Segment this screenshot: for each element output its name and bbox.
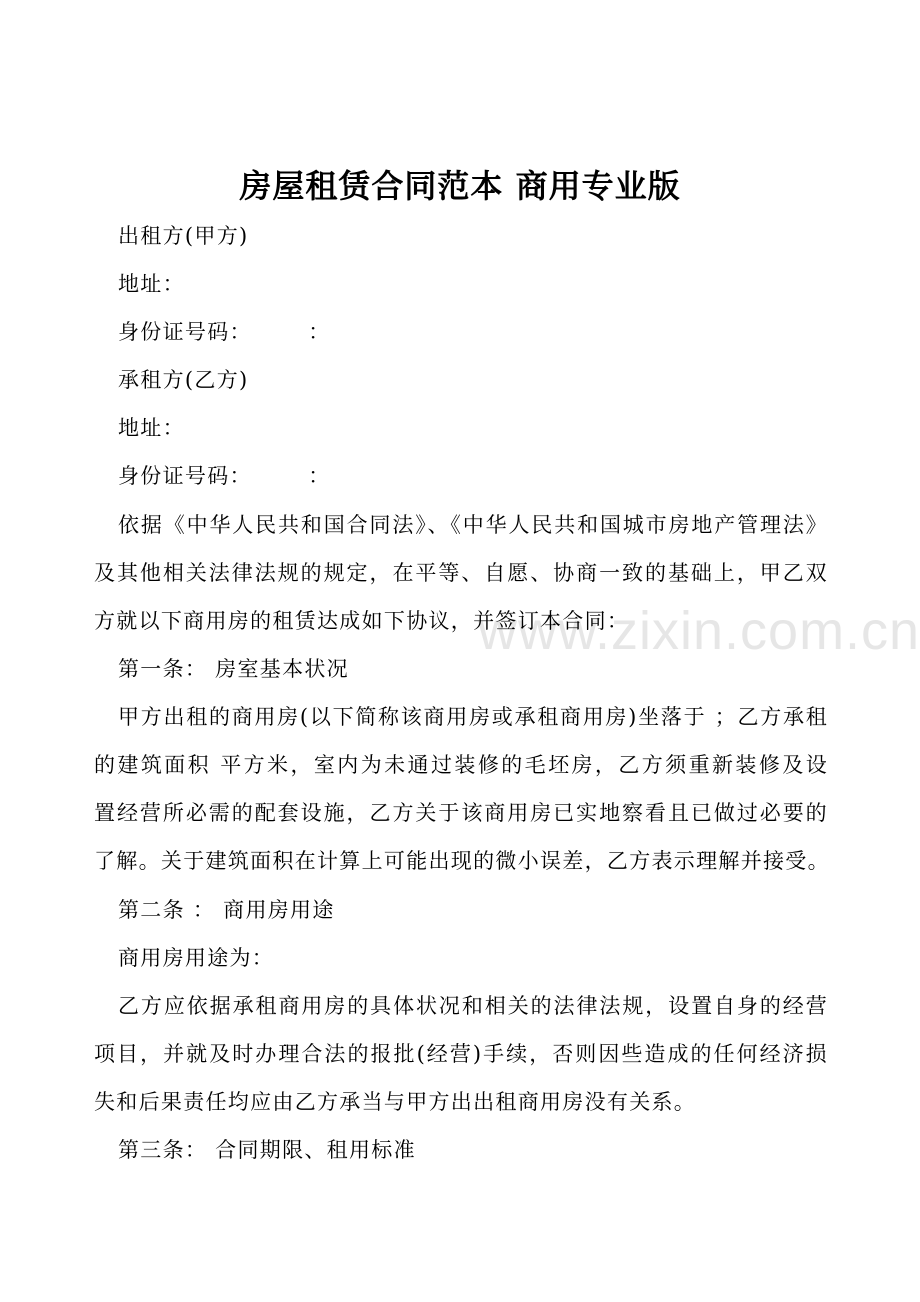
watermark: www.zixin.com.cn	[478, 601, 920, 661]
article-2-purpose: 商用房用途为：	[118, 946, 275, 970]
article-1-body-line: 甲方出租的商用房(以下简称该商用房或承租商用房)坐落于 ；乙方承租	[118, 705, 828, 729]
party-a-id: 身份证号码： ：	[118, 320, 331, 344]
party-b-address: 地址：	[118, 416, 185, 440]
article-2-body-line: 项目，并就及时办理合法的报批(经营)手续，否则因些造成的任何经济损	[94, 1042, 828, 1066]
article-2-body-line: 失和后果责任均应由乙方承当与甲方出出租商用房没有关系。	[94, 1090, 697, 1114]
article-1-body-line: 置经营所必需的配套设施，乙方关于该商用房已实地察看且已做过必要的	[94, 801, 828, 825]
preamble-line: 依据《中华人民共和国合同法》、《中华人民共和国城市房地产管理法》	[118, 513, 828, 537]
article-1-heading: 第一条： 房室基本状况	[118, 657, 349, 681]
article-2-body-line: 乙方应依据承租商用房的具体状况和相关的法律法规，设置自身的经营	[118, 994, 828, 1018]
party-b-label: 承租方(乙方)	[118, 368, 249, 392]
party-a-address: 地址：	[118, 272, 185, 296]
article-3-heading: 第三条： 合同期限、租用标准	[118, 1138, 416, 1162]
article-1-body-line: 了解。关于建筑面积在计算上可能出现的微小误差，乙方表示理解并接受。	[94, 849, 830, 873]
party-b-id: 身份证号码： ：	[118, 464, 331, 488]
article-2-heading: 第二条 ： 商用房用途	[118, 898, 335, 922]
party-a-label: 出租方(甲方)	[118, 224, 249, 248]
preamble-line: 方就以下商用房的租赁达成如下协议，并签订本合同：	[94, 609, 630, 633]
document-title: 房屋租赁合同范本 商用专业版	[239, 167, 681, 205]
article-1-body-line: 的建筑面积 平方米，室内为未通过装修的毛坯房，乙方须重新装修及设	[94, 753, 828, 777]
preamble-line: 及其他相关法律法规的规定，在平等、自愿、协商一致的基础上，甲乙双	[94, 561, 828, 585]
